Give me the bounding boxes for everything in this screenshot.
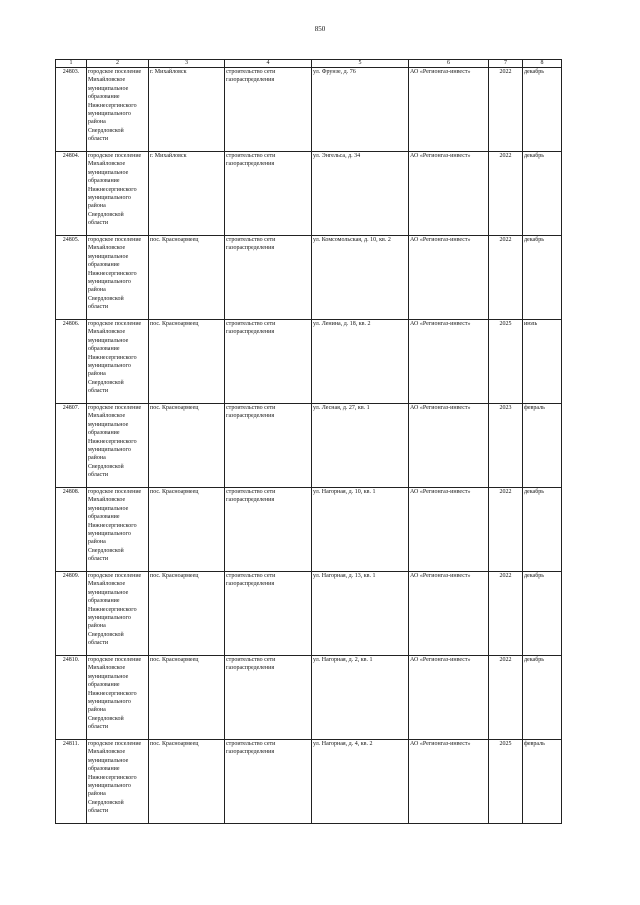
table-row [56, 152, 562, 236]
registry-table [55, 59, 562, 824]
address-cell: ул. Нагорная, д. 13, кв. 1 [312, 572, 409, 656]
organization-cell: АО «Регионгаз-инвест» [409, 68, 489, 152]
month-cell: декабрь [523, 656, 562, 740]
table-row [56, 236, 562, 320]
locality-cell: г. Михайловск [149, 68, 225, 152]
settlement-cell: городское поселение Михайловское муниципальное образование Нижнесергинского муниципального района Свердловской области [87, 740, 149, 824]
table-row [56, 572, 562, 656]
settlement-cell: городское поселение Михайловское муниципальное образование Нижнесергинского муниципального района Свердловской области [87, 572, 149, 656]
month-cell: декабрь [523, 488, 562, 572]
address-cell: ул. Лесная, д. 27, кв. 1 [312, 404, 409, 488]
settlement-cell: городское поселение Михайловское муниципальное образование Нижнесергинского муниципального района Свердловской области [87, 656, 149, 740]
year-cell: 2022 [489, 68, 523, 152]
year-cell: 2025 [489, 740, 523, 824]
work-type-cell: строительство сети газораспределения [225, 236, 312, 320]
table-row [56, 404, 562, 488]
column-header: 2 [87, 60, 149, 68]
settlement-cell: городское поселение Михайловское муниципальное образование Нижнесергинского муниципального района Свердловской области [87, 320, 149, 404]
organization-cell: АО «Регионгаз-инвест» [409, 740, 489, 824]
locality-cell: пос. Красноармеец [149, 656, 225, 740]
work-type-cell: строительство сети газораспределения [225, 656, 312, 740]
month-cell: июль [523, 320, 562, 404]
column-header: 5 [312, 60, 409, 68]
year-cell: 2022 [489, 236, 523, 320]
locality-cell: г. Михайловск [149, 152, 225, 236]
row-number: 24806. [56, 320, 87, 404]
settlement-cell: городское поселение Михайловское муниципальное образование Нижнесергинского муниципального района Свердловской области [87, 488, 149, 572]
year-cell: 2025 [489, 320, 523, 404]
year-cell: 2022 [489, 152, 523, 236]
month-cell: декабрь [523, 236, 562, 320]
work-type-cell: строительство сети газораспределения [225, 68, 312, 152]
column-header: 8 [523, 60, 562, 68]
row-number: 24808. [56, 488, 87, 572]
address-cell: ул. Ленина, д. 18, кв. 2 [312, 320, 409, 404]
table-row [56, 320, 562, 404]
month-cell: февраль [523, 740, 562, 824]
month-cell: декабрь [523, 68, 562, 152]
table-row [56, 488, 562, 572]
year-cell: 2022 [489, 656, 523, 740]
month-cell: декабрь [523, 152, 562, 236]
locality-cell: пос. Красноармеец [149, 488, 225, 572]
year-cell: 2022 [489, 572, 523, 656]
work-type-cell: строительство сети газораспределения [225, 404, 312, 488]
address-cell: ул. Нагорная, д. 4, кв. 2 [312, 740, 409, 824]
organization-cell: АО «Регионгаз-инвест» [409, 572, 489, 656]
table-row [56, 656, 562, 740]
locality-cell: пос. Красноармеец [149, 236, 225, 320]
locality-cell: пос. Красноармеец [149, 572, 225, 656]
locality-cell: пос. Красноармеец [149, 320, 225, 404]
column-header: 7 [489, 60, 523, 68]
row-number: 24809. [56, 572, 87, 656]
organization-cell: АО «Регионгаз-инвест» [409, 236, 489, 320]
work-type-cell: строительство сети газораспределения [225, 152, 312, 236]
column-header: 6 [409, 60, 489, 68]
table-row [56, 68, 562, 152]
row-number: 24811. [56, 740, 87, 824]
work-type-cell: строительство сети газораспределения [225, 740, 312, 824]
work-type-cell: строительство сети газораспределения [225, 320, 312, 404]
address-cell: ул. Нагорная, д. 2, кв. 1 [312, 656, 409, 740]
settlement-cell: городское поселение Михайловское муниципальное образование Нижнесергинского муниципального района Свердловской области [87, 404, 149, 488]
organization-cell: АО «Регионгаз-инвест» [409, 488, 489, 572]
row-number: 24803. [56, 68, 87, 152]
settlement-cell: городское поселение Михайловское муниципальное образование Нижнесергинского муниципального района Свердловской области [87, 236, 149, 320]
year-cell: 2023 [489, 404, 523, 488]
address-cell: ул. Фрунзе, д. 76 [312, 68, 409, 152]
year-cell: 2022 [489, 488, 523, 572]
locality-cell: пос. Красноармеец [149, 404, 225, 488]
page-number: 850 [314, 25, 326, 33]
organization-cell: АО «Регионгаз-инвест» [409, 656, 489, 740]
work-type-cell: строительство сети газораспределения [225, 488, 312, 572]
table-row [56, 740, 562, 824]
month-cell: февраль [523, 404, 562, 488]
row-number: 24810. [56, 656, 87, 740]
address-cell: ул. Энгельса, д. 34 [312, 152, 409, 236]
organization-cell: АО «Регионгаз-инвест» [409, 404, 489, 488]
settlement-cell: городское поселение Михайловское муниципальное образование Нижнесергинского муниципального района Свердловской области [87, 68, 149, 152]
organization-cell: АО «Регионгаз-инвест» [409, 320, 489, 404]
row-number: 24807. [56, 404, 87, 488]
column-header: 1 [56, 60, 87, 68]
address-cell: ул. Комсомольская, д. 10, кв. 2 [312, 236, 409, 320]
work-type-cell: строительство сети газораспределения [225, 572, 312, 656]
month-cell: декабрь [523, 572, 562, 656]
column-header: 3 [149, 60, 225, 68]
organization-cell: АО «Регионгаз-инвест» [409, 152, 489, 236]
settlement-cell: городское поселение Михайловское муниципальное образование Нижнесергинского муниципального района Свердловской области [87, 152, 149, 236]
row-number: 24805. [56, 236, 87, 320]
header-row [56, 60, 562, 68]
column-header: 4 [225, 60, 312, 68]
address-cell: ул. Нагорная, д. 10, кв. 1 [312, 488, 409, 572]
row-number: 24804. [56, 152, 87, 236]
locality-cell: пос. Красноармеец [149, 740, 225, 824]
